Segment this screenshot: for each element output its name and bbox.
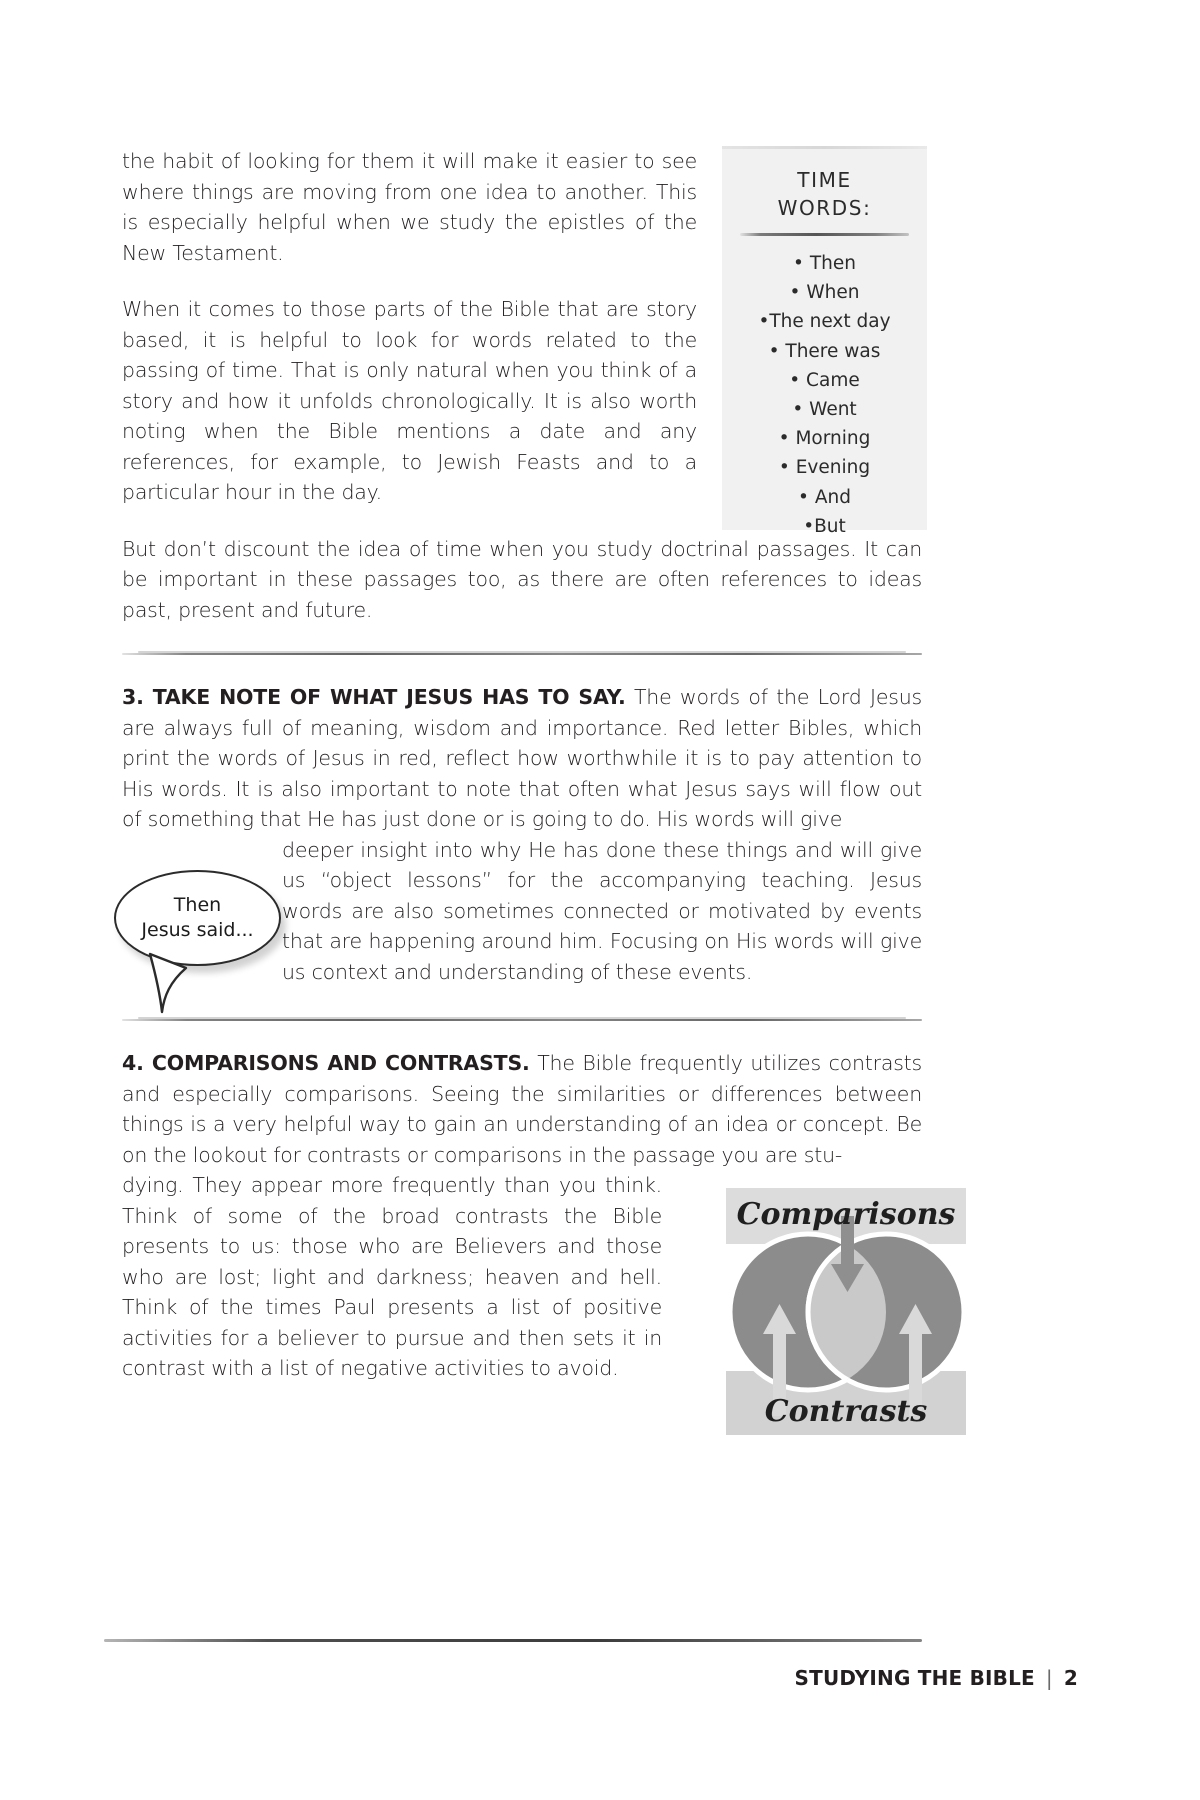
paragraph-doctrinal-time: But don’t discount the idea of time when you study doctrinal passages. It can be important in these passages too, as there are often references to ideas past, present and future.: [122, 536, 922, 622]
list-item: • When: [789, 282, 860, 304]
list-item: •But: [803, 515, 846, 537]
comparisons-contrasts-figure: [726, 1188, 966, 1435]
list-item: • Went: [792, 399, 857, 421]
speech-bubble-line1: Then: [173, 894, 222, 916]
section3-paragraph: [122, 682, 922, 835]
paragraph-intro: the habit of looking for them it will make it easier to see where things are moving from one idea to another. This is especially helpful when we study the epistles of the New Testament.: [122, 149, 697, 265]
list-item: • There was: [768, 340, 881, 362]
list-item: • And: [798, 486, 851, 508]
section4-heading: 4. COMPARISONS AND CONTRASTS.: [122, 1051, 530, 1075]
paragraph-story-time: When it comes to those parts of the Bible that are story based, it is helpful to look for words related to the passing of time. That is only natural when you think of a story and how it unfolds chronologically. It is also worth noting when the Bible mentions a date and any references, for example, to Jewish Feasts and to a particular hour in the day.: [122, 297, 697, 504]
venn-label-contrasts: Contrasts: [764, 1394, 928, 1429]
section-divider-rule-2: [122, 1017, 922, 1022]
section3-body-part1: The words of the Lord Jesus are always full of meaning, wisdom and importance. Red letter Bibles, which print the words of Jesus in red, reflect how worthwhile it is to pay attention to His words. It is also important to note that often what Jesus says will flow out of something that He has just done or is going to do. His words will give: [122, 685, 922, 831]
section4-body-part1: The Bible frequently utilizes contrasts and especially comparisons. Seeing the similarities or differences between things is a very helpful way to gain an understanding of an idea or concept. Be on the lookout for contrasts or comparisons in the passage you are stu-: [122, 1051, 922, 1167]
section4-paragraph: [122, 1048, 922, 1170]
venn-diagram-icon: [726, 1216, 966, 1416]
section-divider-rule: [122, 651, 922, 656]
list-item: • Morning: [778, 428, 871, 450]
list-item: • Then: [793, 253, 856, 274]
section4-body-part2: dying. They appear more frequently than you think. Think of some of the broad contrasts the Bible presents to us: those who are Believers and those who are lost; light and darkness; heaven and hell. Think of the times Paul presents a list of positive activities for a believer to pursue and then sets it in contrast with a list of negative activities to avoid.: [122, 1173, 662, 1380]
section3-body-part2: deeper insight into why He has done these things and will give us “object lessons” for the accompanying teaching. Jesus words are also sometimes connected or motivated by events that are happening around him. Focusing on His words will give us context and understanding of these events.: [282, 837, 922, 984]
list-item: • Came: [789, 369, 860, 391]
speech-bubble-line2: Jesus said...: [141, 919, 254, 941]
page-footer: [795, 1666, 1079, 1690]
footer-page-number: 2: [1063, 1666, 1078, 1690]
list-item: •The next day: [758, 311, 891, 333]
venn-label-comparisons: Comparisons: [736, 1197, 956, 1232]
footer-divider-rule: [104, 1638, 922, 1644]
footer-separator: |: [1045, 1666, 1053, 1690]
section3-heading: 3. TAKE NOTE OF WHAT JESUS HAS TO SAY.: [122, 685, 626, 709]
time-words-title-line1: TIME: [797, 168, 852, 192]
footer-title: STUDYING THE BIBLE: [794, 1666, 1035, 1690]
list-item: • Evening: [778, 457, 871, 479]
time-words-title-line2: WORDS:: [777, 196, 872, 220]
